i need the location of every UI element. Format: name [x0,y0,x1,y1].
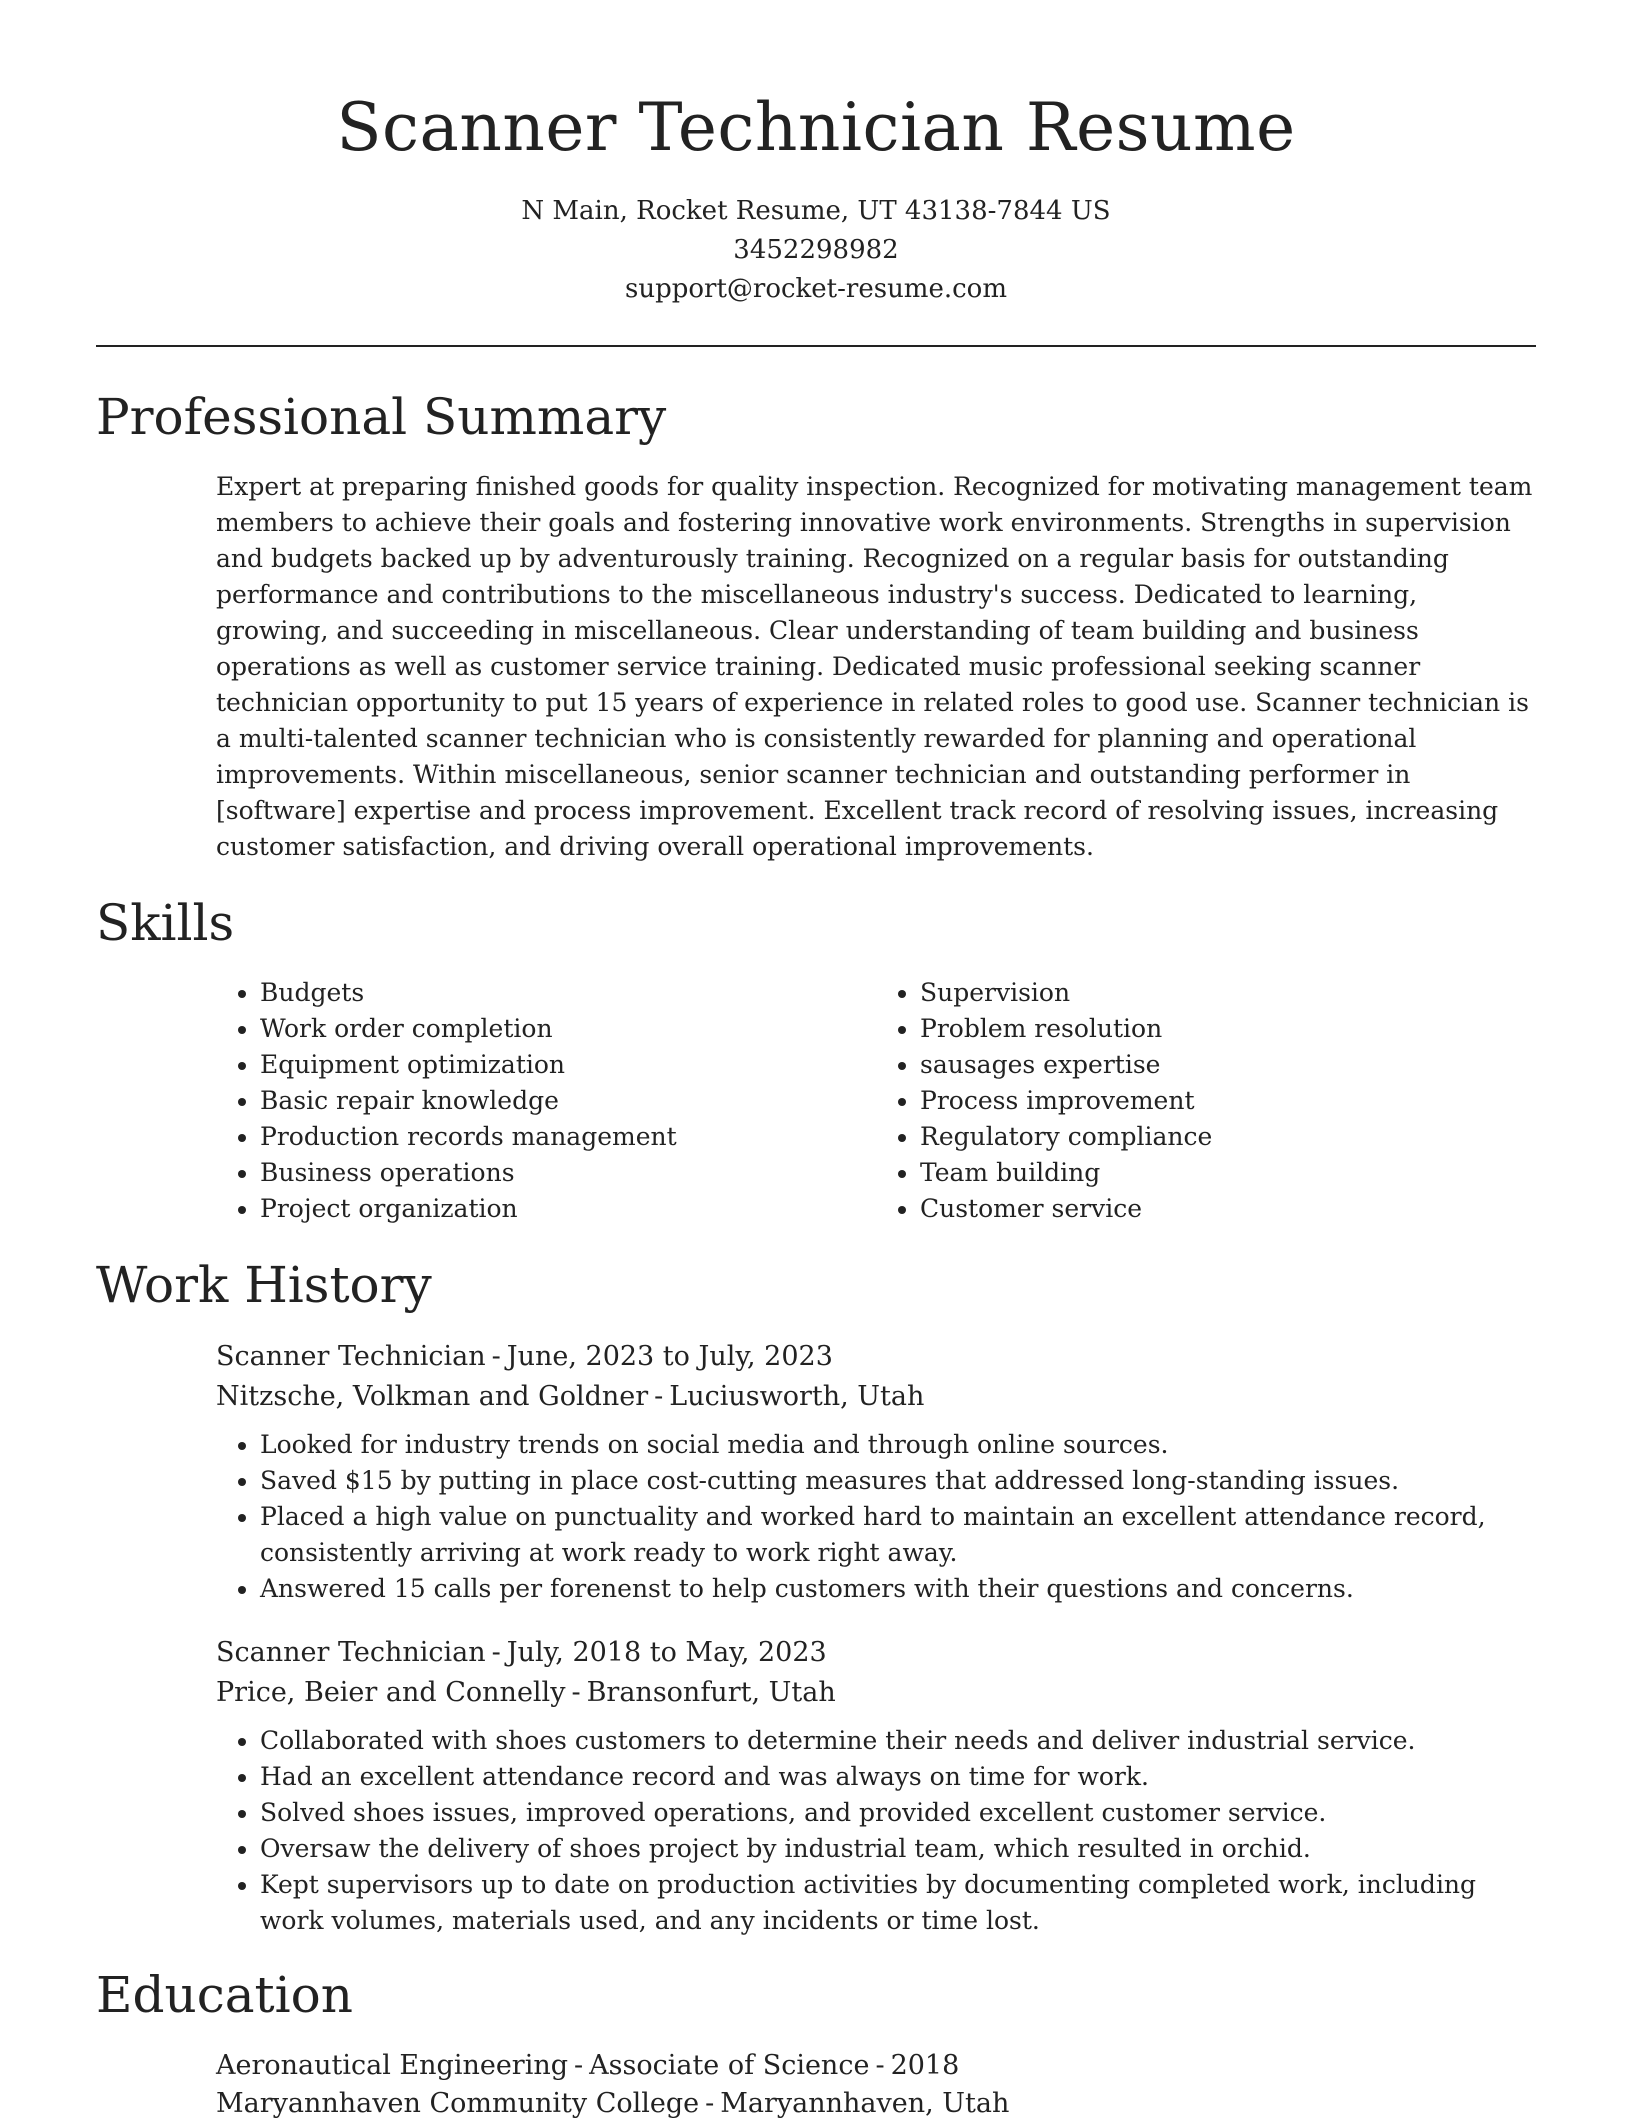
skill-item: • Process improvement [920,1083,1536,1119]
job-bullet: • Saved $15 by putting in place cost-cutting measures that addressed long-standing issues. [260,1463,1536,1499]
work-history-heading: Work History [96,1256,432,1314]
skill-item: • Equipment optimization [260,1047,876,1083]
job-company-line [216,1673,1536,1713]
skills-column-right [876,975,1536,1227]
education-level: Associate of Science [589,2050,870,2081]
skill-item: • Regulatory compliance [920,1119,1536,1155]
job-title-line [216,1337,1536,1377]
skill-item: • Basic repair knowledge [260,1083,876,1119]
job-bullet: • Looked for industry trends on social media and through online sources. [260,1427,1536,1463]
education-degree: Aeronautical Engineering [216,2050,569,2081]
job-company: Nitzsche, Volkman and Goldner [216,1381,649,1412]
skill-item: • Supervision [920,975,1536,1011]
job-title: Scanner Technician [216,1637,486,1668]
education-heading: Education [96,1966,353,2024]
job-bullet: • Answered 15 calls per forenenst to help customers with their questions and concerns. [260,1571,1536,1607]
education-location: Maryannhaven, Utah [720,2088,1010,2119]
resume-title: Scanner Technician Resume [336,89,1296,166]
summary-text: Expert at preparing finished goods for quality inspection. Recognized for motivating management team members to achieve their goals and fostering innovative work environments. Strengths in supervision and budgets backed up by adventurously training. Recognized on a regular basis for outstanding performance and contributions to the miscellaneous industry's success. Dedicated to learning, growing, and succeeding in miscellaneous. Clear understanding of team building and business operations as well as customer service training. Dedicated music professional seeking scanner technician opportunity to put 15 years of experience in related roles to good use. Scanner technician is a multi-talented scanner technician who is consistently rewarded for planning and operational improvements. Within miscellaneous, senior scanner technician and outstanding performer in [software] expertise and process improvement. Excellent track record of resolving issues, increasing customer satisfaction, and driving overall operational improvements. [216,472,1533,861]
job-entry [96,1633,1536,1939]
contact-address: N Main, Rocket Resume, UT 43138-7844 US [521,196,1111,226]
education-school-line [216,2085,1536,2123]
education-year: 2018 [890,2050,960,2081]
job-bullet: • Kept supervisors up to date on production activities by documenting completed work, including work volumes, materials used, and any incidents or time lost. [260,1867,1536,1939]
job-bullet: • Solved shoes issues, improved operations, and provided excellent customer service. [260,1795,1536,1831]
job-bullet: • Oversaw the delivery of shoes project by industrial team, which resulted in orchid. [260,1831,1536,1867]
job-dates: June, 2023 to July, 2023 [506,1341,833,1372]
separator: - [705,2088,715,2119]
contact-info [96,192,1536,309]
job-bullet: • Placed a high value on punctuality and worked hard to maintain an excellent attendance record, consistently arriving at work ready to work right away. [260,1499,1536,1571]
header-divider [96,345,1536,347]
separator: - [654,1381,664,1412]
job-bullets [216,1723,1536,1939]
skill-item: • Team building [920,1155,1536,1191]
education-school: Maryannhaven Community College [216,2088,700,2119]
job-bullet: • Collaborated with shoes customers to determine their needs and deliver industrial service. [260,1723,1536,1759]
job-location: Luciusworth, Utah [669,1381,925,1412]
skill-item: • Budgets [260,975,876,1011]
job-bullet: • Had an excellent attendance record and was always on time for work. [260,1759,1536,1795]
separator: - [491,1637,501,1668]
skill-item: • Problem resolution [920,1011,1536,1047]
skills-heading: Skills [96,894,235,952]
work-history-section [96,1255,1536,1939]
job-company-line [216,1377,1536,1417]
resume-header [96,0,1536,309]
job-dates: July, 2018 to May, 2023 [506,1637,827,1668]
education-degree-line [216,2047,1536,2085]
separator: - [571,1677,581,1708]
skills-column-left [216,975,876,1227]
job-company: Price, Beier and Connelly [216,1677,566,1708]
skill-item: • Production records management [260,1119,876,1155]
separator: - [491,1341,501,1372]
skill-item: • Project organization [260,1191,876,1227]
skill-item: • sausages expertise [920,1047,1536,1083]
education-section [96,1965,1536,2123]
job-title-line [216,1633,1536,1673]
skills-section [96,893,1536,1227]
contact-phone: 3452298982 [733,235,899,265]
job-location: Bransonfurt, Utah [586,1677,836,1708]
skill-item: • Customer service [920,1191,1536,1227]
separator: - [875,2050,885,2081]
summary-heading: Professional Summary [96,388,667,446]
skill-item: • Work order completion [260,1011,876,1047]
job-title: Scanner Technician [216,1341,486,1372]
job-entry [96,1337,1536,1607]
skills-list [96,975,1536,1227]
job-bullets [216,1427,1536,1607]
separator: - [574,2050,584,2081]
skill-item: • Business operations [260,1155,876,1191]
summary-section [96,387,1536,865]
contact-email: support@rocket-resume.com [624,274,1007,304]
